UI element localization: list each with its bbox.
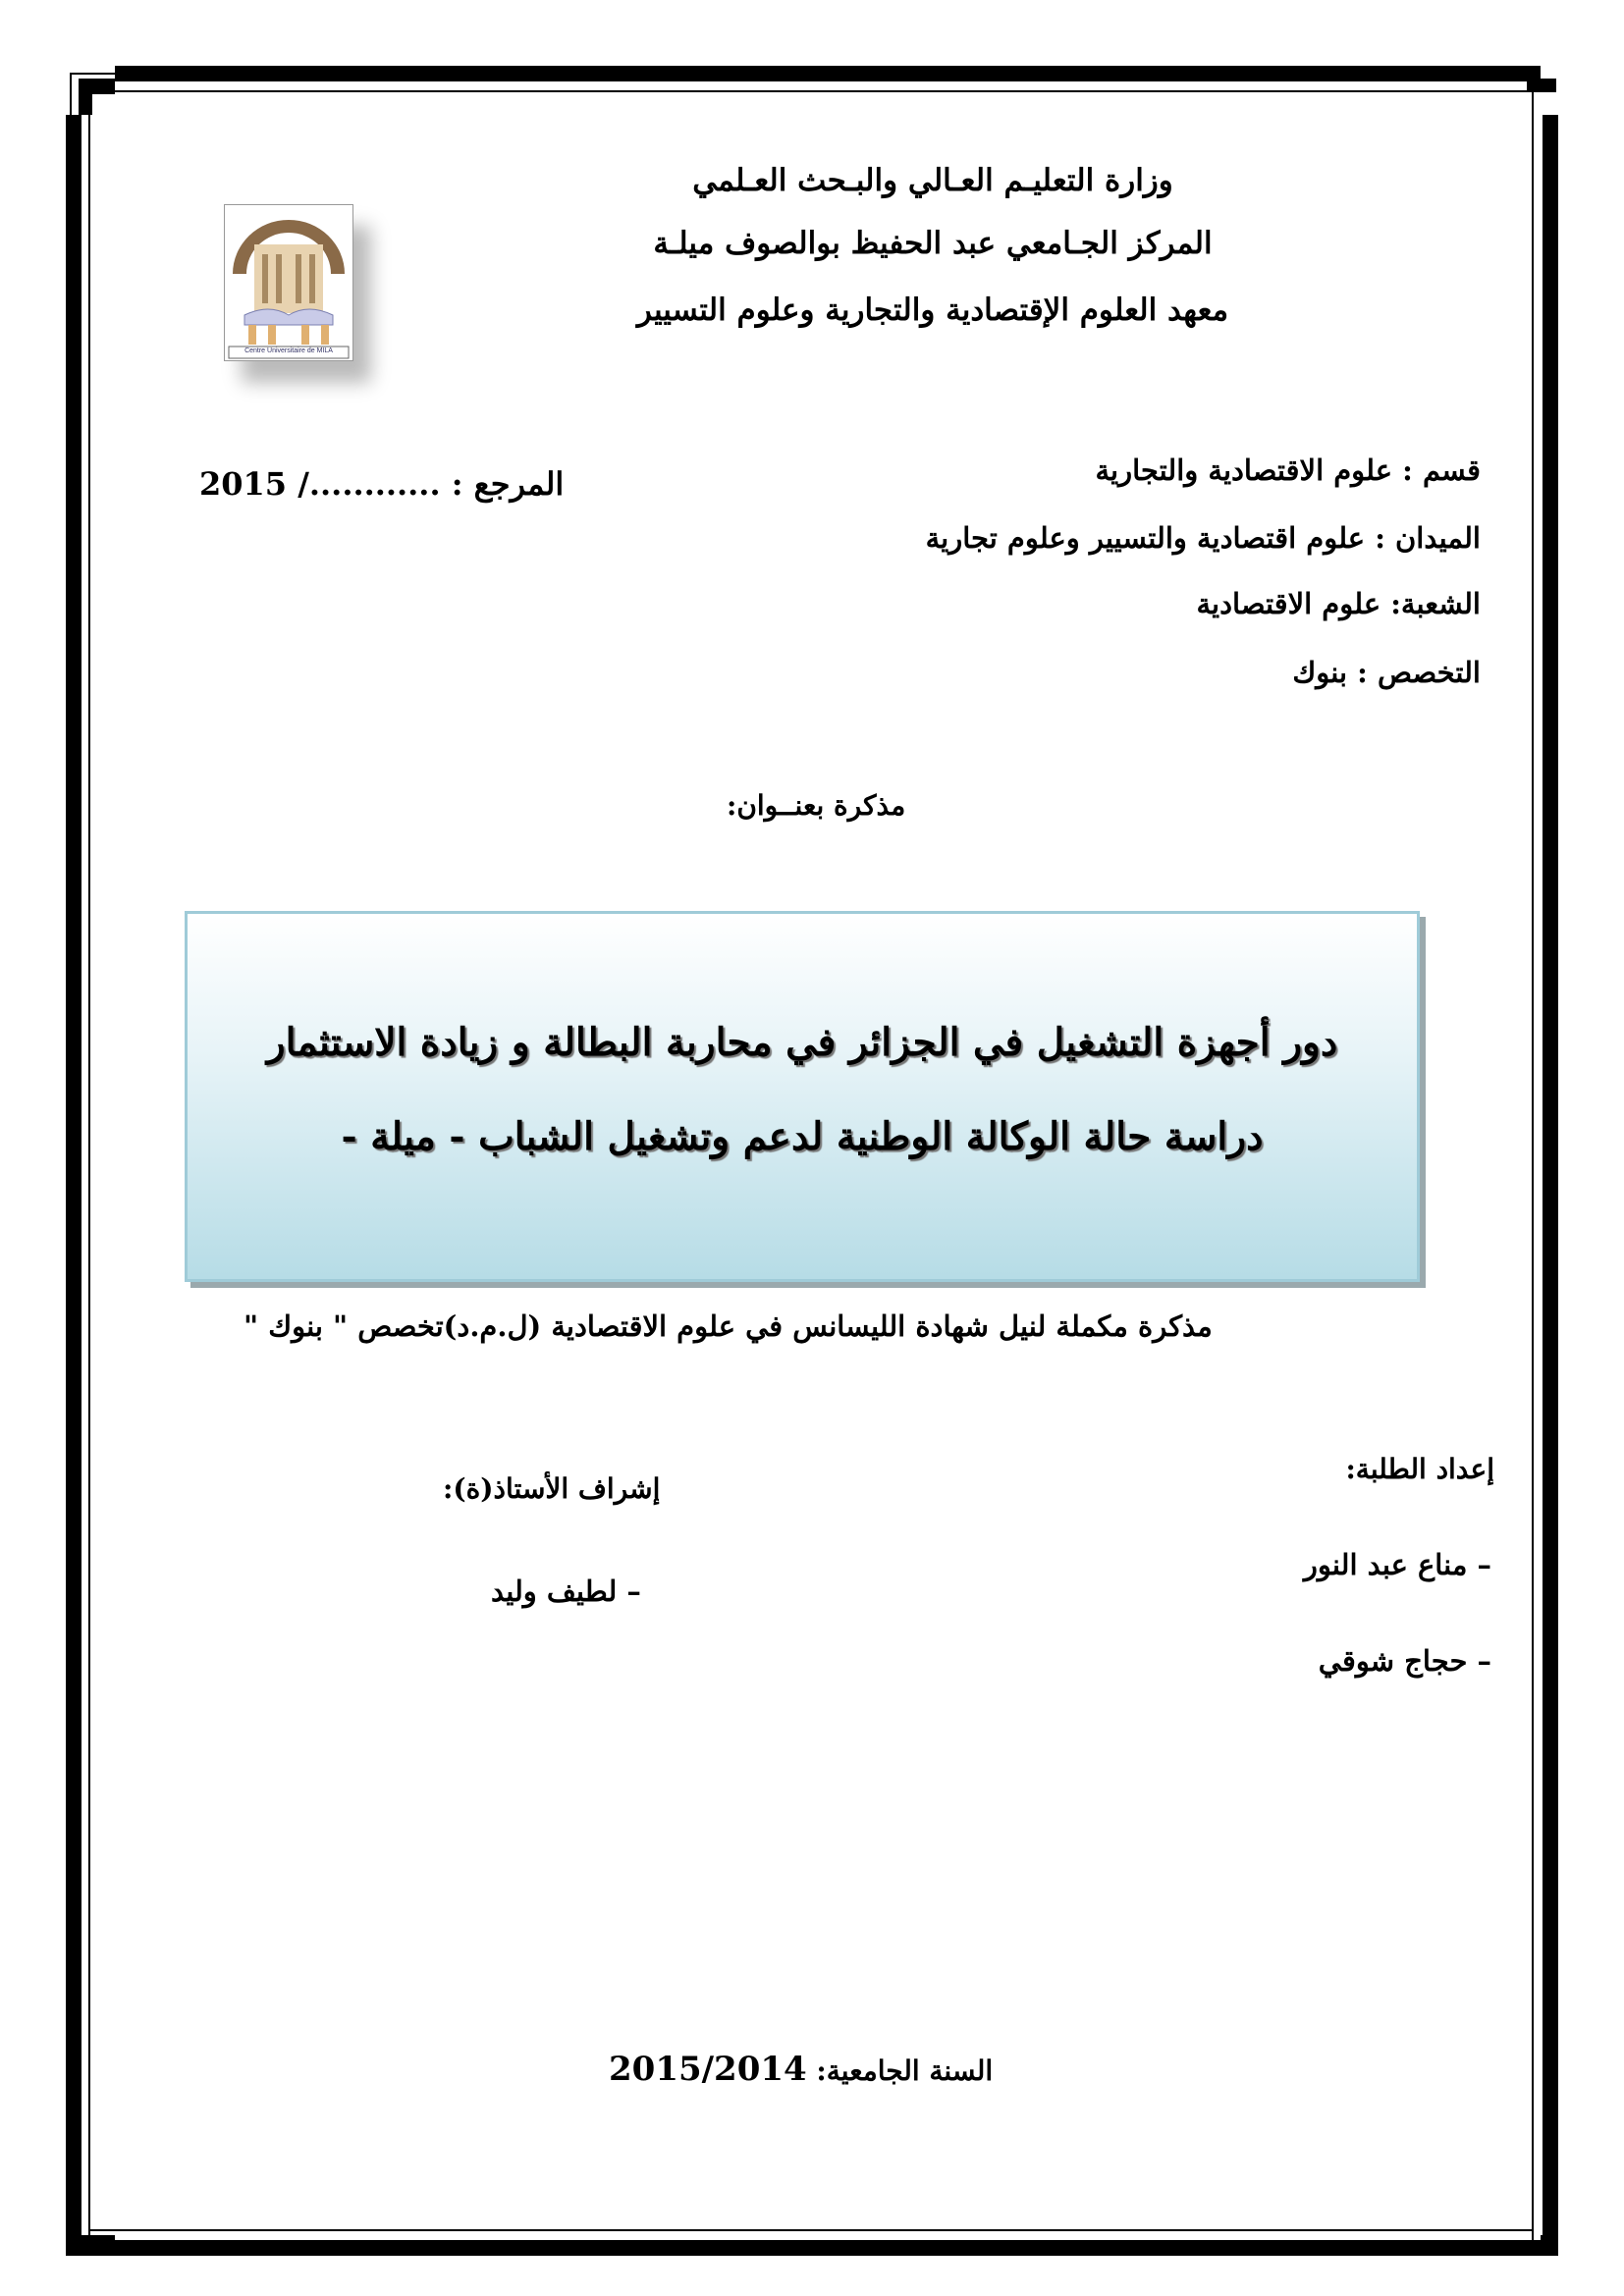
- students-label: إعداد الطلبة:: [1345, 1453, 1494, 1485]
- thesis-title-line1: دور أجهزة التشغيل في الجزائر في محاربة البطالة و زيادة الاستثمار: [266, 1020, 1338, 1065]
- department: قسم : علوم الاقتصادية والتجارية: [1095, 454, 1481, 487]
- supervisor-label: إشراف الأستاذ(ة):: [443, 1472, 661, 1505]
- thesis-subtitle: مذكرة مكملة لنيل شهادة الليسانس في علوم الاقتصادية (ل.م.د)تخصص " بنوك ": [244, 1309, 1213, 1343]
- university-logo: [224, 204, 353, 361]
- thesis-title-line2: دراسة حالة الوكالة الوطنية لدعم وتشغيل الشباب - ميلة -: [341, 1114, 1264, 1159]
- student-name: – مناع عبد النور: [1303, 1548, 1491, 1581]
- branch: الشعبة: علوم الاقتصادية: [1196, 587, 1481, 620]
- field: الميدان : علوم اقتصادية والتسيير وعلوم تجارية: [925, 521, 1481, 555]
- reference-number: المرجع : ............/ 2015: [199, 465, 565, 503]
- academic-year-value: 2015/2014: [609, 2050, 807, 2089]
- supervisor-name: – لطيف وليد: [491, 1575, 641, 1608]
- student-name: – حجاج شوقي: [1318, 1644, 1491, 1678]
- institute-name: معهد العلوم الإقتصادية والتجارية وعلوم التسيير: [636, 293, 1229, 328]
- academic-year-label: السنة الجامعية:: [806, 2055, 994, 2087]
- memo-label: مذكرة بعنــوان:: [727, 789, 906, 822]
- thesis-title-box: [185, 911, 1420, 1282]
- ministry-name: وزارة التعليـم العـالي والبـحث العـلمي: [692, 163, 1173, 198]
- university-name: المركز الجـامعي عبد الحفيظ بوالصوف ميلـة: [653, 226, 1213, 261]
- academic-year: [609, 2050, 993, 2089]
- logo-caption: Centre Universitaire de MILA: [244, 347, 333, 354]
- specialty: التخصص : بنوك: [1292, 656, 1481, 689]
